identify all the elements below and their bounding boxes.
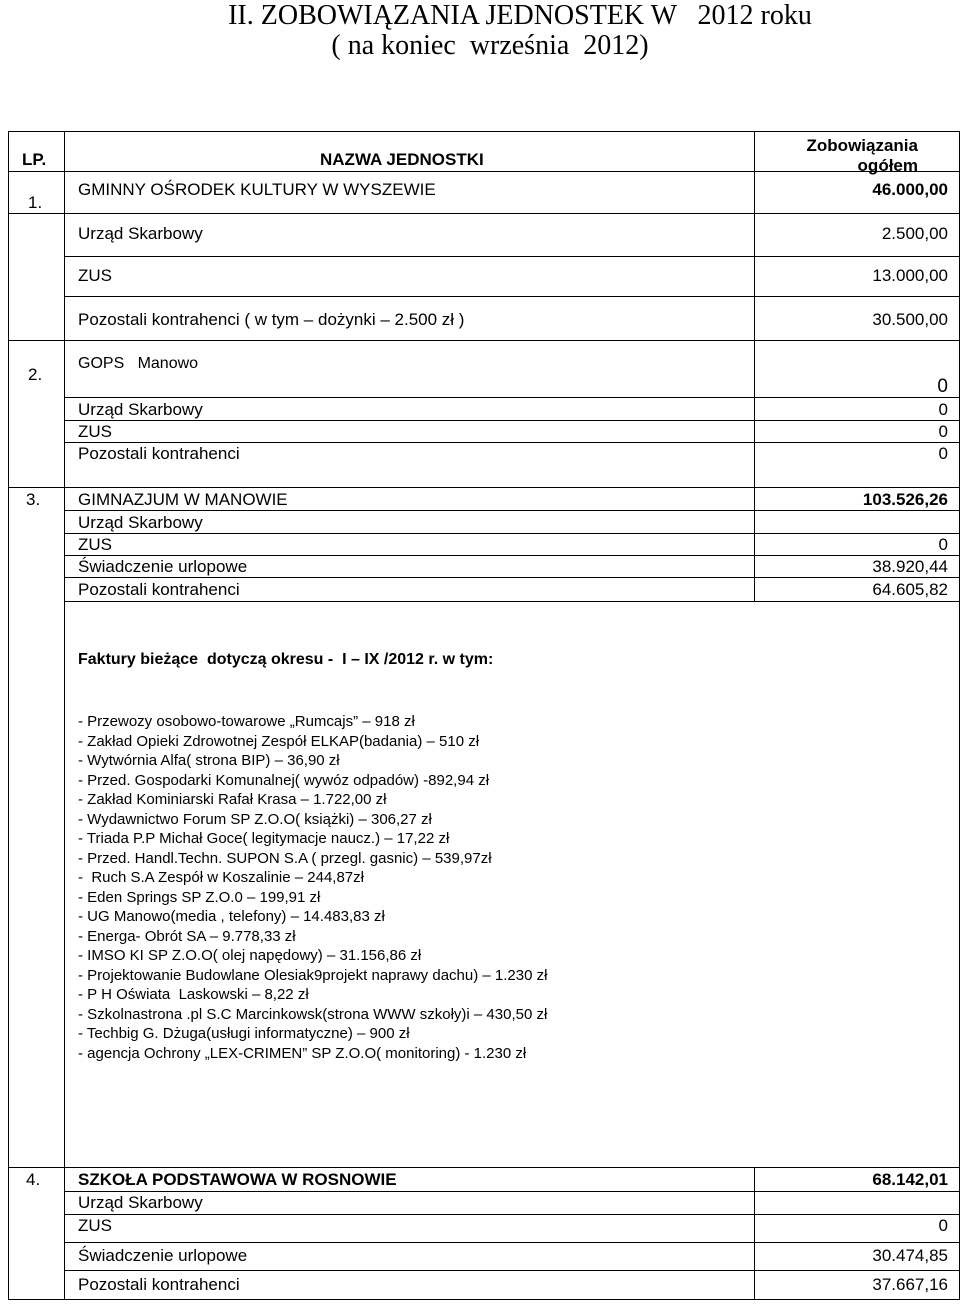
unit-total: 0: [937, 376, 948, 397]
row-divider: [8, 213, 960, 214]
unit-lp: 1.: [28, 193, 43, 212]
document-subtitle: ( na koniec września 2012): [331, 30, 649, 61]
row-label: ZUS: [78, 422, 112, 441]
row-label: Świadczenie urlopowe: [78, 557, 248, 576]
row-label: Pozostali kontrahenci: [78, 1275, 240, 1294]
row-divider: [64, 442, 960, 443]
list-item: - Zakład Kominiarski Rafał Krasa – 1.722,00 zł: [78, 791, 387, 808]
list-item: - Przewozy osobowo-towarowe „Rumcajs” – 918 zł: [78, 713, 415, 730]
row-divider: [8, 340, 960, 341]
list-item: - agencja Ochrony „LEX-CRIMEN” SP Z.O.O( monitoring) - 1.230 zł: [78, 1044, 527, 1062]
unit-name: GMINNY OŚRODEK KULTURY W WYSZEWIE: [78, 180, 436, 199]
row-divider: [64, 397, 960, 398]
list-item: - Triada P.P Michał Goce( legitymacje naucz.) – 17,22 zł: [78, 830, 450, 847]
row-value: 30.474,85: [872, 1246, 948, 1265]
row-value: 0: [938, 1216, 948, 1235]
column-divider-total: [754, 131, 755, 602]
list-item: - Zakład Opieki Zdrowotnej Zespół ELKAP(badania) – 510 zł: [78, 732, 480, 750]
unit-total: 103.526,26: [862, 490, 948, 509]
row-value: 0: [938, 422, 948, 441]
list-item: - Projektowanie Budowlane Olesiak9projekt naprawy dachu) – 1.230 zł: [78, 966, 548, 984]
row-label: Świadczenie urlopowe: [78, 1246, 248, 1265]
invoice-list: [78, 712, 547, 1063]
document-title: II. ZOBOWIĄZANIA JEDNOSTEK W 2012 roku: [228, 0, 812, 31]
row-value: 0: [938, 535, 948, 554]
table-left-border: [8, 131, 9, 1300]
unit-name: GIMNAZJUM W MANOWIE: [78, 490, 288, 509]
unit-lp: 2.: [28, 365, 43, 384]
row-value: 38.920,44: [872, 557, 948, 576]
header-total-line2: ogółem: [857, 156, 918, 175]
row-divider: [64, 1270, 960, 1271]
list-item: - Techbig G. Dżuga(usługi informatyczne) – 900 zł: [78, 1025, 410, 1042]
list-item: - P H Oświata Laskowski – 8,22 zł: [78, 986, 309, 1003]
table-top-border: [8, 131, 960, 132]
header-lp: LP.: [22, 150, 47, 169]
unit-total: 68.142,01: [872, 1170, 948, 1189]
list-item: - IMSO KI SP Z.O.O( olej napędowy) – 31.156,86 zł: [78, 947, 422, 964]
table-bottom-border: [8, 1299, 960, 1300]
row-label: Pozostali kontrahenci: [78, 444, 240, 463]
row-divider: [64, 296, 960, 297]
list-item: - Ruch S.A Zespół w Koszalinie – 244,87zł: [78, 869, 364, 886]
row-label: Urząd Skarbowy: [78, 224, 203, 243]
row-divider: [8, 1167, 960, 1168]
row-divider: [64, 577, 960, 578]
row-value: 0: [938, 444, 948, 463]
list-item: - Energa- Obrót SA – 9.778,33 zł: [78, 927, 296, 945]
unit-name: GOPS Manowo: [78, 355, 199, 372]
row-divider: [64, 533, 960, 534]
row-value: 2.500,00: [881, 224, 948, 243]
row-value: 13.000,00: [872, 266, 948, 285]
list-item: - Wytwórnia Alfa( strona BIP) – 36,90 zł: [78, 752, 340, 769]
row-label: ZUS: [78, 1216, 112, 1235]
list-item: - Eden Springs SP Z.O.0 – 199,91 zł: [78, 888, 321, 906]
row-divider: [64, 510, 960, 511]
unit-lp: 4.: [26, 1170, 41, 1189]
row-label: Urząd Skarbowy: [78, 400, 203, 419]
unit-lp: 3.: [26, 490, 41, 509]
list-item: - UG Manowo(media , telefony) – 14.483,83 zł: [78, 908, 385, 925]
row-divider: [64, 1191, 960, 1192]
row-label: Urząd Skarbowy: [78, 1193, 203, 1212]
header-total-line1: Zobowiązania: [806, 136, 918, 155]
header-name: NAZWA JEDNOSTKI: [320, 150, 484, 169]
row-divider: [64, 1242, 960, 1243]
row-label: Pozostali kontrahenci ( w tym – dożynki – 2.500 zł ): [78, 310, 465, 329]
row-label: ZUS: [78, 266, 112, 285]
row-divider: [64, 1214, 960, 1215]
unit-total: 46.000,00: [872, 180, 948, 199]
row-value: 30.500,00: [872, 310, 948, 329]
row-label: Pozostali kontrahenci: [78, 580, 240, 599]
row-value: 0: [938, 400, 948, 419]
row-divider: [64, 601, 960, 602]
row-divider: [64, 420, 960, 421]
row-label: ZUS: [78, 535, 112, 554]
unit-name: SZKOŁA PODSTAWOWA W ROSNOWIE: [78, 1170, 397, 1189]
list-item: - Przed. Handl.Techn. SUPON S.A ( przegl. gasnic) – 539,97zł: [78, 849, 492, 867]
list-item: - Przed. Gospodarki Komunalnej( wywóz odpadów) -892,94 zł: [78, 771, 490, 789]
row-divider: [64, 555, 960, 556]
row-value: 37.667,16: [872, 1275, 948, 1294]
row-divider: [64, 256, 960, 257]
list-item: - Wydawnictwo Forum SP Z.O.O( książki) – 306,27 zł: [78, 810, 432, 828]
column-divider-lp: [64, 131, 65, 1300]
list-item: - Szkolnastrona .pl S.C Marcinkowsk(strona WWW szkoły)i – 430,50 zł: [78, 1005, 548, 1023]
row-divider: [8, 487, 960, 488]
row-label: Urząd Skarbowy: [78, 513, 203, 532]
invoices-title: Faktury bieżące dotyczą okresu - I – IX /2012 r. w tym:: [78, 651, 494, 668]
row-value: 64.605,82: [872, 580, 948, 599]
